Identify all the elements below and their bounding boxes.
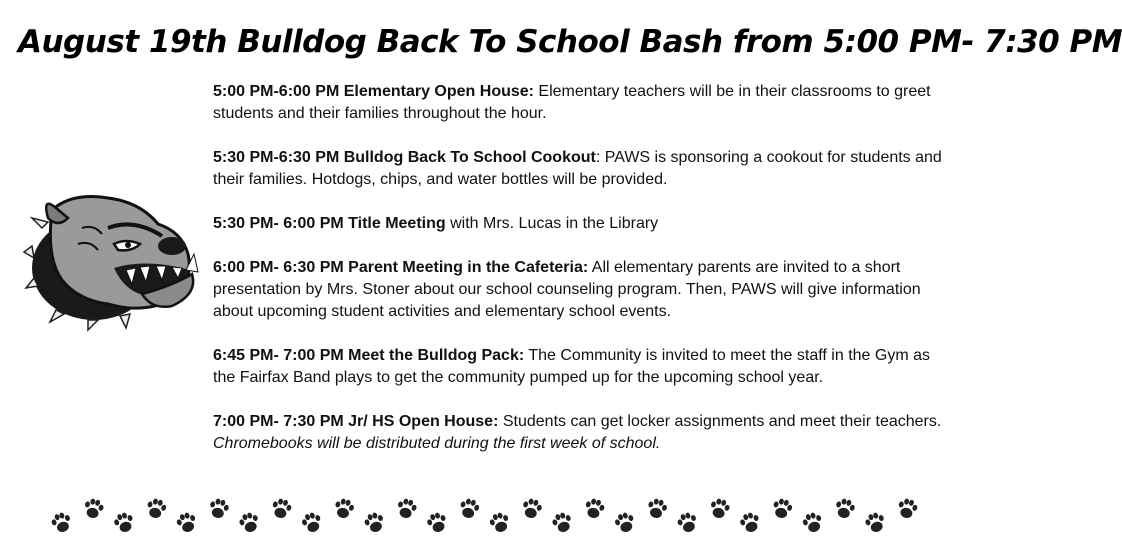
paw-print-icon — [583, 497, 606, 520]
schedule-item-title-meeting — [213, 213, 943, 235]
paw-print-icon — [237, 511, 261, 535]
paw-print-icon — [613, 511, 637, 535]
paw-print-icon — [145, 497, 168, 520]
paw-print-icon — [175, 511, 199, 535]
paw-print-icon — [863, 511, 887, 535]
schedule-item-text: with Mrs. Lucas in the Library — [445, 215, 659, 232]
schedule-item-text: Elementary teachers will be in their classrooms to greet students and their families throughout the hour. — [213, 83, 931, 122]
paw-print-icon — [771, 497, 794, 520]
schedule-item-text: Students can get locker assignments and meet their teachers. — [498, 413, 942, 430]
paw-print-icon — [488, 511, 512, 535]
schedule-item-text: The Community is invited to meet the staff in the Gym as the Fairfax Band plays to get the community pumped up for the upcoming school year. — [213, 347, 930, 386]
paw-print-icon — [676, 511, 700, 535]
schedule-item-text: : PAWS is sponsoring a cookout for students and their families. Hotdogs, chips, and water bottles will be provided. — [213, 149, 942, 188]
paw-print-icon — [550, 511, 574, 535]
paw-print-icon — [300, 511, 324, 535]
page-title: August 19th Bulldog Back To School Bash from 5:00 PM- 7:30 PM — [18, 24, 1122, 60]
schedule-item-hs-open-house — [213, 411, 943, 455]
schedule-list — [213, 81, 943, 477]
paw-print-icon — [833, 497, 856, 520]
schedule-item-elementary-open-house — [213, 81, 943, 125]
paw-print-icon — [801, 511, 825, 535]
paw-print-icon — [363, 511, 387, 535]
paw-print-icon — [82, 497, 105, 520]
schedule-item-parent-meeting — [213, 257, 943, 323]
paw-print-border — [0, 488, 960, 540]
paw-print-icon — [112, 511, 136, 535]
paw-print-icon — [207, 497, 230, 520]
paw-print-icon — [333, 497, 356, 520]
paw-print-icon — [708, 497, 731, 520]
paw-print-icon — [896, 497, 919, 520]
schedule-item-heading: 6:45 PM- 7:00 PM Meet the Bulldog Pack: — [213, 347, 525, 364]
paw-print-icon — [270, 497, 293, 520]
paw-print-icon — [520, 497, 543, 520]
paw-print-icon — [395, 497, 418, 520]
schedule-item-heading: 5:30 PM- 6:00 PM Title Meeting — [213, 215, 446, 232]
paw-print-icon — [646, 497, 669, 520]
schedule-item-meet-the-pack — [213, 345, 943, 389]
schedule-item-heading: 5:00 PM-6:00 PM Elementary Open House: — [213, 83, 534, 100]
schedule-item-text: All elementary parents are invited to a short presentation by Mrs. Stoner about our school counseling program. Then, PAWS will give information about upcoming student activities and elementary school events. — [213, 259, 921, 320]
bulldog-mascot-icon — [22, 188, 204, 330]
paw-print-icon — [50, 511, 74, 535]
schedule-item-heading: 7:00 PM- 7:30 PM Jr/ HS Open House: — [213, 413, 499, 430]
schedule-item-heading: 6:00 PM- 6:30 PM Parent Meeting in the Cafeteria: — [213, 259, 589, 276]
schedule-item-note: Chromebooks will be distributed during the first week of school. — [213, 435, 661, 452]
schedule-item-cookout — [213, 147, 943, 191]
schedule-item-heading: 5:30 PM-6:30 PM Bulldog Back To School Cookout — [213, 149, 596, 166]
paw-print-icon — [458, 497, 481, 520]
paw-print-icon — [738, 511, 762, 535]
paw-print-icon — [425, 511, 449, 535]
